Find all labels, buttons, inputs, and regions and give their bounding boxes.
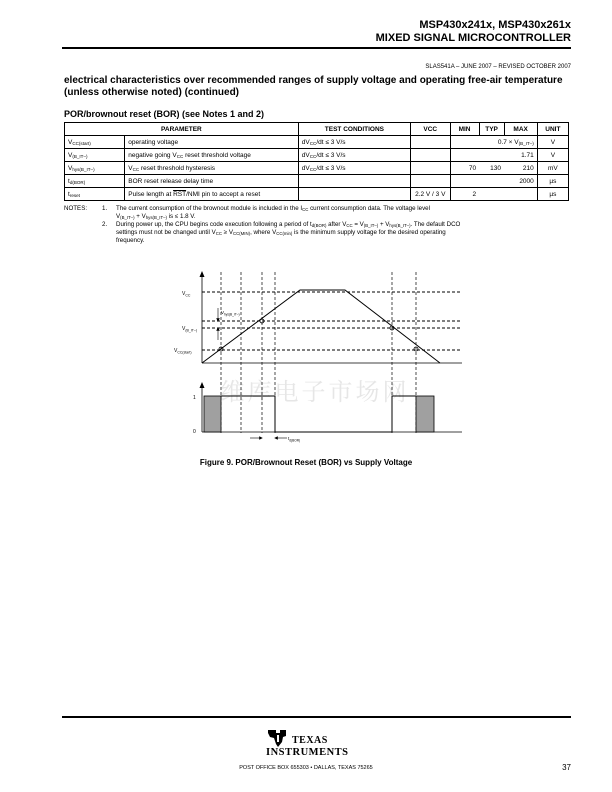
logo-text-instruments: INSTRUMENTS xyxy=(266,747,349,758)
table-row xyxy=(65,175,569,188)
undefined-region xyxy=(204,396,221,432)
table-row xyxy=(65,136,569,149)
notes-label: NOTES: xyxy=(64,205,88,212)
cell-vcc xyxy=(411,136,450,149)
cell-test-condition xyxy=(298,188,410,201)
watermark: 维库电子市场网 xyxy=(220,378,410,406)
cell-test-condition: $dV_{CC}/dt \le 3$ V/s xyxy=(298,162,410,175)
label-td-bor: $t_{d(BOR)}$ xyxy=(288,436,301,443)
table-row xyxy=(65,149,569,162)
ti-logo-icon xyxy=(266,727,290,749)
cell-symbol: $V_{(B\_IT-)}$ xyxy=(65,149,125,162)
cell-description: $V_{CC}$ reset threshold hysteresis xyxy=(125,162,299,175)
bor-characteristics-table xyxy=(64,122,569,201)
table-row xyxy=(65,188,569,201)
notes xyxy=(64,205,569,245)
cell-test-condition: $dV_{CC}/dt \le 3$ V/s xyxy=(298,136,410,149)
section-title: electrical characteristics over recommended ranges of supply voltage and operating free-air temperature (unless otherwise noted) (continued) xyxy=(64,75,563,98)
cell-symbol: $t_{reset}$ xyxy=(65,188,125,201)
cell-test-condition: $dV_{CC}/dt \le 3$ V/s xyxy=(298,149,410,162)
cell-max: 210 xyxy=(504,162,537,175)
reset-waveform xyxy=(221,396,416,432)
figure-caption: Figure 9. POR/Brownout Reset (BOR) vs Supply Voltage xyxy=(199,458,413,467)
cell-min xyxy=(450,136,479,149)
col-header-typ: TYP xyxy=(479,123,504,136)
cell-unit: µs xyxy=(537,188,568,201)
cell-test-condition xyxy=(298,175,410,188)
cell-unit: µs xyxy=(537,175,568,188)
cell-unit: V xyxy=(537,149,568,162)
cell-vcc xyxy=(411,149,450,162)
cell-symbol: $V_{CC(start)}$ xyxy=(65,136,125,149)
cell-typ: $0.7 \times V_{(B\_IT-)}$ xyxy=(479,136,537,149)
note-2-number: 2. xyxy=(102,221,108,228)
bor-timing-diagram xyxy=(174,268,470,448)
cell-symbol: $V_{hys(B\_IT-)}$ xyxy=(65,162,125,175)
col-header-parameter: PARAMETER xyxy=(65,123,299,136)
cell-min xyxy=(450,149,479,162)
page-number: 37 xyxy=(562,763,571,772)
col-header-vcc: VCC xyxy=(411,123,450,136)
cell-min: 70 xyxy=(450,162,479,175)
reset-axis-arrow-icon xyxy=(200,382,205,388)
table-title: POR/brownout reset (BOR) (see Notes 1 and 2) xyxy=(64,109,265,119)
cell-typ: 130 xyxy=(479,162,504,175)
label-vbit: $V_{(B\_IT-)}$ xyxy=(182,326,198,333)
label-vstart: $V_{CC(start)}$ xyxy=(174,348,192,355)
col-header-min: MIN xyxy=(450,123,479,136)
cell-description: BOR reset release delay time xyxy=(125,175,299,188)
cell-vcc xyxy=(411,175,450,188)
footer-rule xyxy=(62,716,571,718)
table-row xyxy=(65,162,569,175)
label-vhys: $V_{hys(B\_IT-)}$ xyxy=(221,310,240,317)
label-vcc: $V_{CC}$ xyxy=(182,291,191,298)
cell-min xyxy=(450,175,479,188)
doc-id: SLAS541A – JUNE 2007 – REVISED OCTOBER 2007 xyxy=(425,64,571,70)
vcc-axis-arrow-icon xyxy=(200,271,205,277)
cell-vcc xyxy=(411,162,450,175)
undefined-region xyxy=(416,396,434,432)
cell-max xyxy=(504,188,537,201)
label-one: 1 xyxy=(193,395,196,401)
cell-typ xyxy=(479,188,504,201)
footer-address: POST OFFICE BOX 655303 • DALLAS, TEXAS 75265 xyxy=(239,765,373,771)
vcc-waveform xyxy=(202,290,440,363)
logo-text-texas: TEXAS xyxy=(292,735,328,746)
cell-min: 2 xyxy=(450,188,479,201)
cell-description: Pulse length at $\overline{RST}$/NMI pin to accept a reset xyxy=(125,188,299,201)
note-2: 2. During power up, the CPU begins code execution following a period of $t_{d(BOR)}$ after $V_{CC} = V_{(B\_IT-)} + V_{hys(B\_IT-)}$. The default DCO settings must not be changed until $V_{CC} \ge V_{CC(MIN)}$, where $V_{CC(min)}$ is the minimum supply voltage for the desired operating frequency. xyxy=(102,221,461,244)
header-part-numbers: MSP430x241x, MSP430x261x xyxy=(419,19,571,31)
cell-symbol: $t_{d(BOR)}$ xyxy=(65,175,125,188)
col-header-test-conditions: TEST CONDITIONS xyxy=(298,123,410,136)
cell-max: 1.71 xyxy=(504,149,537,162)
col-header-unit: UNIT xyxy=(537,123,568,136)
cell-vcc: 2.2 V / 3 V xyxy=(411,188,450,201)
header-product-type: MIXED SIGNAL MICROCONTROLLER xyxy=(375,32,571,44)
table-header-row xyxy=(65,123,569,136)
note-1-number: 1. xyxy=(102,205,108,212)
cell-description: operating voltage xyxy=(125,136,299,149)
col-header-max: MAX xyxy=(504,123,537,136)
cell-description: negative going $V_{CC}$ reset threshold voltage xyxy=(125,149,299,162)
cell-unit: V xyxy=(537,136,568,149)
header-rule xyxy=(62,47,571,49)
note-1: NOTES: 1. The current consumption of the brownout module is included in the $I_{CC}$ current consumption data. The voltage level $V_{(B\_IT-)} + V_{hys(B\_IT-)}$ is ≤ 1.8 V. xyxy=(64,205,430,220)
cell-unit: mV xyxy=(537,162,568,175)
cell-typ xyxy=(479,175,504,188)
label-zero: 0 xyxy=(193,429,196,435)
cell-typ xyxy=(479,149,504,162)
cell-max: 2000 xyxy=(504,175,537,188)
